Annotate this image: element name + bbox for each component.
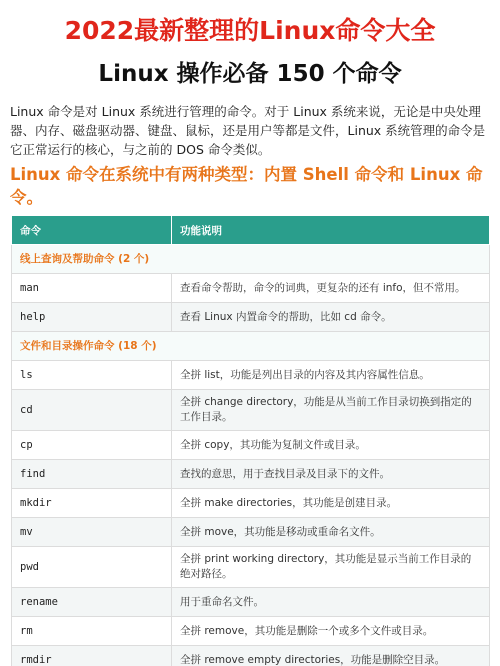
page-title: 2022最新整理的Linux命令大全	[64, 16, 436, 45]
command-name: rename	[12, 588, 172, 617]
table-row	[12, 274, 490, 303]
command-description: 全拼 list，功能是列出目录的内容及其内容属性信息。	[172, 361, 490, 390]
command-name: cd	[12, 390, 172, 431]
category-label: 线上查询及帮助命令 (2 个)	[12, 245, 490, 274]
command-description: 查找的意思，用于查找目录及目录下的文件。	[172, 460, 490, 489]
table-row	[12, 431, 490, 460]
table-row	[12, 547, 490, 588]
table-row	[12, 617, 490, 646]
header-command: 命令	[12, 216, 172, 245]
command-name: ls	[12, 361, 172, 390]
table-header-row	[12, 216, 490, 245]
command-description: 全拼 move，其功能是移动或重命名文件。	[172, 518, 490, 547]
table-row	[12, 489, 490, 518]
command-name: cp	[12, 431, 172, 460]
command-description: 查看 Linux 内置命令的帮助，比如 cd 命令。	[172, 303, 490, 332]
table-row	[12, 460, 490, 489]
command-name: rmdir	[12, 646, 172, 666]
command-name: mv	[12, 518, 172, 547]
command-description: 全拼 copy，其功能为复制文件或目录。	[172, 431, 490, 460]
command-description: 全拼 remove，其功能是删除一个或多个文件或目录。	[172, 617, 490, 646]
header-description: 功能说明	[172, 216, 490, 245]
types-heading: Linux 命令在系统中有两种类型：内置 Shell 命令和 Linux 命令。	[10, 165, 483, 207]
command-description: 全拼 make directories，其功能是创建目录。	[172, 489, 490, 518]
category-label: 文件和目录操作命令 (18 个)	[12, 332, 490, 361]
table-row	[12, 646, 490, 666]
table-row	[12, 588, 490, 617]
command-name: find	[12, 460, 172, 489]
table-row	[12, 518, 490, 547]
table-row	[12, 390, 490, 431]
command-name: man	[12, 274, 172, 303]
command-description: 全拼 print working directory，其功能是显示当前工作目录的绝对路径。	[172, 547, 490, 588]
command-name: mkdir	[12, 489, 172, 518]
category-row	[12, 332, 490, 361]
command-description: 查看命令帮助，命令的词典，更复杂的还有 info，但不常用。	[172, 274, 490, 303]
command-description: 全拼 remove empty directories，功能是删除空目录。	[172, 646, 490, 666]
table-row	[12, 361, 490, 390]
command-table	[11, 215, 490, 666]
table-row	[12, 303, 490, 332]
command-name: rm	[12, 617, 172, 646]
intro-paragraph: Linux 命令是对 Linux 系统进行管理的命令。对于 Linux 系统来说，无论是中央处理器、内存、磁盘驱动器、键盘、鼠标，还是用户等都是文件，Linux 系统管理的命令是它正常运行的核心，与之前的 DOS 命令类似。	[10, 104, 486, 157]
command-name: help	[12, 303, 172, 332]
page-subtitle: Linux 操作必备 150 个命令	[98, 61, 402, 87]
command-description: 用于重命名文件。	[172, 588, 490, 617]
command-description: 全拼 change directory，功能是从当前工作目录切换到指定的工作目录。	[172, 390, 490, 431]
category-row	[12, 245, 490, 274]
command-name: pwd	[12, 547, 172, 588]
